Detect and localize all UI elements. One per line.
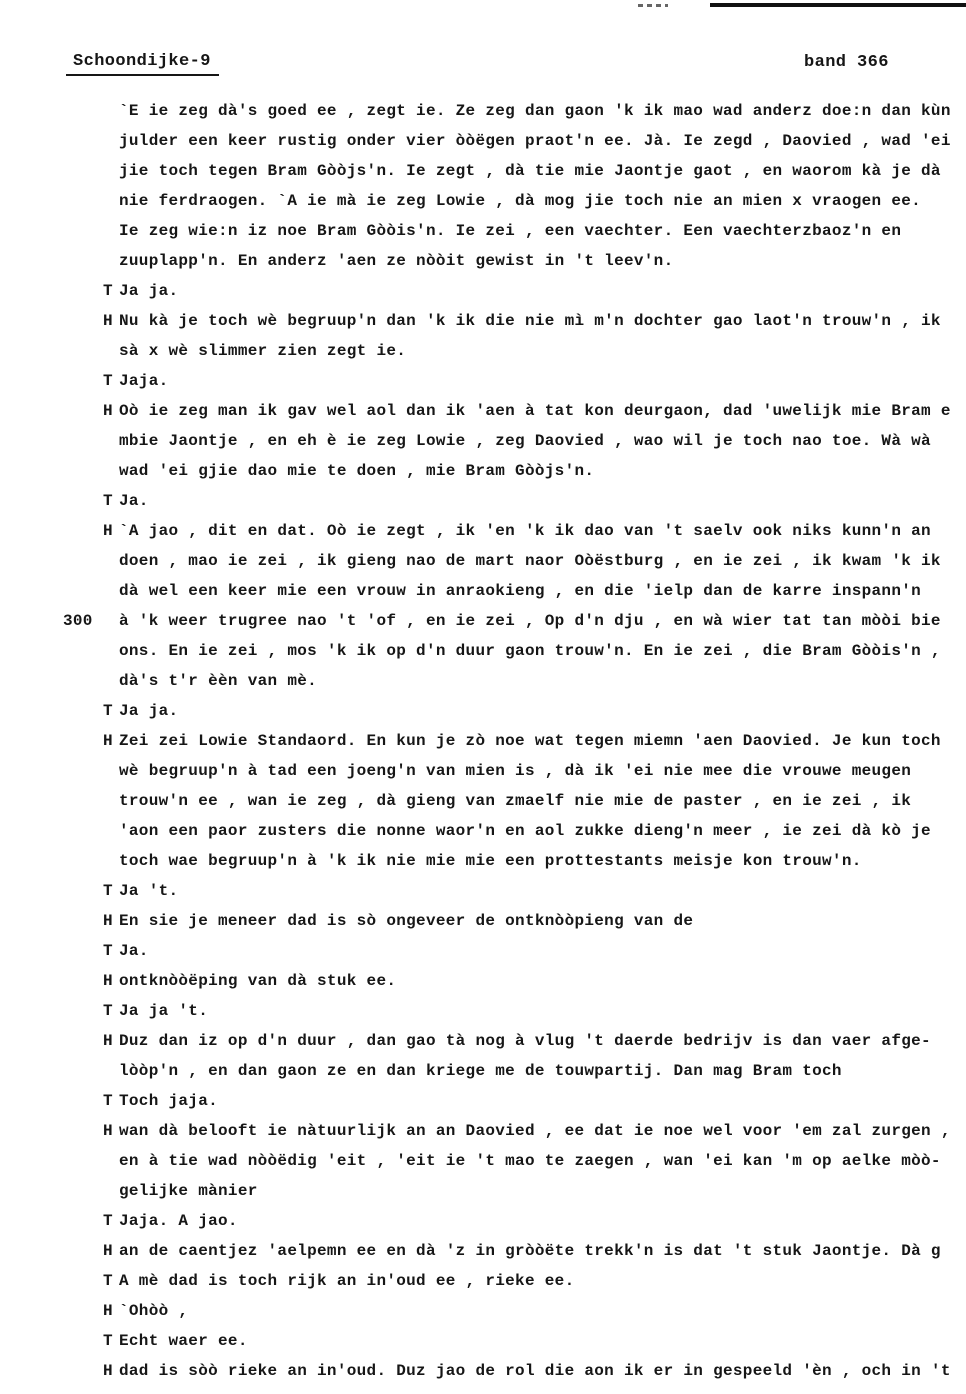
utterance-text: Ie zeg wie:n iz noe Bram Gòòis'n. Ie zei , een vaechter. Een vaechterzbaoz'n en [119, 222, 902, 240]
speaker-label: H [103, 1032, 113, 1050]
utterance-text: Ja 't. [119, 882, 179, 900]
transcript-line [103, 576, 966, 606]
transcript-line [103, 966, 966, 996]
speaker-label [103, 216, 119, 246]
utterance-text: julder een keer rustig onder vier òòëgen praot'n ee. Jà. Ie zegd , Daovied , wad 'ei [119, 132, 951, 150]
transcript-line [103, 456, 966, 486]
transcript-line [103, 1056, 966, 1086]
speaker-label: T [103, 372, 113, 390]
utterance-text: doen , mao ie zei , ik gieng nao de mart naor Oòëstburg , en ie zei , ik kwam 'k ik [119, 552, 941, 570]
speaker-label: T [103, 1002, 113, 1020]
speaker-label [103, 186, 119, 216]
transcript-line [103, 1206, 966, 1236]
transcript-line [103, 1086, 966, 1116]
utterance-text: Toch jaja. [119, 1092, 219, 1110]
utterance-text: Zei zei Lowie Standaord. En kun je zò noe wat tegen miemn 'aen Daovied. Je kun toch [119, 732, 941, 750]
speaker-label [103, 1176, 119, 1206]
utterance-text: jie toch tegen Bram Gòòjs'n. Ie zegt , dà tie mie Jaontje gaot , en waorom kà je dà [119, 162, 941, 180]
transcript-line [103, 1116, 966, 1146]
utterance-text: en à tie wad nòòëdig 'eit , 'eit ie 't mao te zaegen , wan 'ei kan 'm op aelke mòò- [119, 1152, 941, 1170]
transcript-line [103, 786, 966, 816]
utterance-text: `A jao , dit en dat. Oò ie zegt , ik 'en 'k ik dao van 't saelv ook niks kunn'n an [119, 522, 931, 540]
speaker-label [103, 846, 119, 876]
speaker-label [103, 666, 119, 696]
transcript-line [103, 246, 966, 276]
utterance-text: `Ohòò , [119, 1302, 189, 1320]
transcript-line [103, 1356, 966, 1386]
transcript-line [103, 546, 966, 576]
transcript-line [103, 756, 966, 786]
speaker-label [103, 156, 119, 186]
speaker-label [103, 636, 119, 666]
transcript-line [103, 816, 966, 846]
speaker-label [103, 426, 119, 456]
transcript-line [103, 906, 966, 936]
transcript-line [103, 696, 966, 726]
scan-artifact-line [710, 3, 966, 7]
speaker-label [103, 546, 119, 576]
utterance-text: Duz dan iz op d'n duur , dan gao tà nog à vlug 't daerde bedrijv is dan vaer afge- [119, 1032, 931, 1050]
utterance-text: wè begruup'n à tad een joeng'n van mien is , dà ik 'ei nie mee die vrouwe meugen [119, 762, 912, 780]
utterance-text: toch wae begruup'n à 'k ik nie mie mie een prottestants meisje kon trouw'n. [119, 852, 862, 870]
utterance-text: ons. En ie zei , mos 'k ik op d'n duur gaon trouw'n. En ie zei , die Bram Gòòis'n , [119, 642, 941, 660]
transcript-line [103, 1296, 966, 1326]
speaker-label: T [103, 1212, 113, 1230]
speaker-label: H [103, 312, 113, 330]
utterance-text: à 'k weer trugree nao 't 'of , en ie zei , Op d'n dju , en wà wier tat tan mòòi bie [119, 612, 941, 630]
speaker-label: T [103, 942, 113, 960]
speaker-label [103, 96, 119, 126]
speaker-label [103, 126, 119, 156]
utterance-text: nie ferdraogen. `A ie mà ie zeg Lowie , dà mog jie toch nie an mien x vraogen ee. [119, 192, 922, 210]
speaker-label [103, 756, 119, 786]
utterance-text: dà wel een keer mie een vrouw in anraokieng , en die 'ielp dan de karre inspann'n [119, 582, 922, 600]
speaker-label: T [103, 882, 113, 900]
transcript-line [103, 186, 966, 216]
transcript-line [103, 876, 966, 906]
speaker-label: T [103, 702, 113, 720]
transcript-line [103, 726, 966, 756]
utterance-text: dà's t'r èèn van mè. [119, 672, 318, 690]
transcript-line [103, 666, 966, 696]
utterance-text: En sie je meneer dad is sò ongeveer de ontknòòpieng van de [119, 912, 694, 930]
scan-artifact-dashes [638, 4, 668, 7]
utterance-text: Ja ja 't. [119, 1002, 209, 1020]
utterance-text: sà x wè slimmer zien zegt ie. [119, 342, 407, 360]
speaker-label [103, 606, 119, 636]
band-number: band 366 [804, 53, 889, 72]
speaker-label: T [103, 1332, 113, 1350]
utterance-text: dad is sòò rieke an in'oud. Duz jao de rol die aon ik er in gespeeld 'èn , och in 't [119, 1362, 951, 1380]
transcript-line [103, 1266, 966, 1296]
utterance-text: zuuplapp'n. En anderz 'aen ze nòòit gewist in 't leev'n. [119, 252, 674, 270]
utterance-text: Ja. [119, 492, 149, 510]
transcript-line [103, 636, 966, 666]
utterance-text: 'aon een paor zusters die nonne waor'n en aol zukke dieng'n meer , ie zei dà kò je [119, 822, 931, 840]
utterance-text: Jaja. A jao. [119, 1212, 238, 1230]
utterance-text: wad 'ei gjie dao mie te doen , mie Bram Gòòjs'n. [119, 462, 595, 480]
transcript-line [103, 516, 966, 546]
transcript-line [103, 1146, 966, 1176]
transcript-line [103, 486, 966, 516]
speaker-label: H [103, 1302, 113, 1320]
utterance-text: `E ie zeg dà's goed ee , zegt ie. Ze zeg dan gaon 'k ik mao wad anderz doe:n dan kùn [119, 102, 951, 120]
utterance-text: trouw'n ee , wan ie zeg , dà gieng van zmaelf nie mie de paster , en ie zei , ik [119, 792, 912, 810]
speaker-label [103, 336, 119, 366]
speaker-label [103, 786, 119, 816]
utterance-text: Jaja. [119, 372, 169, 390]
speaker-label: H [103, 1122, 113, 1140]
speaker-label: H [103, 912, 113, 930]
document-title: Schoondijke-9 [66, 52, 219, 76]
utterance-text: Ja ja. [119, 702, 179, 720]
speaker-label: H [103, 522, 113, 540]
speaker-label [103, 456, 119, 486]
speaker-label: H [103, 1362, 113, 1380]
speaker-label: T [103, 1092, 113, 1110]
utterance-text: Oò ie zeg man ik gav wel aol dan ik 'aen à tat kon deurgaon, dad 'uwelijk mie Bram e [119, 402, 951, 420]
utterance-text: Echt waer ee. [119, 1332, 248, 1350]
transcript-line [103, 156, 966, 186]
transcript-line [103, 276, 966, 306]
transcript-line [103, 936, 966, 966]
speaker-label [103, 1056, 119, 1086]
speaker-label: T [103, 1272, 113, 1290]
speaker-label [103, 1146, 119, 1176]
transcript-line [103, 366, 966, 396]
transcript-line [103, 396, 966, 426]
utterance-text: ontknòòëping van dà stuk ee. [119, 972, 397, 990]
transcript-line [103, 426, 966, 456]
transcript-line [103, 1326, 966, 1356]
utterance-text: lòòp'n , en dan gaon ze en dan kriege me de touwpartij. Dan mag Bram toch [119, 1062, 842, 1080]
transcript-line [63, 606, 966, 636]
utterance-text: mbie Jaontje , en eh è ie zeg Lowie , zeg Daovied , wao wil je toch nao toe. Wà wà [119, 432, 931, 450]
speaker-label [103, 816, 119, 846]
transcript-line [103, 216, 966, 246]
speaker-label: H [103, 732, 113, 750]
transcript-line [103, 336, 966, 366]
utterance-text: Nu kà je toch wè begruup'n dan 'k ik die nie mì m'n dochter gao laot'n trouw'n , ik [119, 312, 941, 330]
transcript-line [103, 96, 966, 126]
utterance-text: Ja ja. [119, 282, 179, 300]
transcript-line [103, 1236, 966, 1266]
utterance-text: an de caentjez 'aelpemn ee en dà 'z in gròòëte trekk'n is dat 't stuk Jaontje. Dà g [119, 1242, 941, 1260]
speaker-label: T [103, 282, 113, 300]
utterance-text: wan dà belooft ie nàtuurlijk an an Daovied , ee dat ie noe wel voor 'em zal zurgen , [119, 1122, 951, 1140]
speaker-label: T [103, 492, 113, 510]
speaker-label [103, 246, 119, 276]
speaker-label: H [103, 972, 113, 990]
speaker-label [103, 576, 119, 606]
utterance-text: Ja. [119, 942, 149, 960]
utterance-text: gelijke mànier [119, 1182, 258, 1200]
speaker-label: H [103, 1242, 113, 1260]
transcript-line [103, 306, 966, 336]
transcript-line [103, 126, 966, 156]
transcript-line [103, 1176, 966, 1206]
speaker-label: H [103, 402, 113, 420]
transcript-line [103, 846, 966, 876]
utterance-text: A mè dad is toch rijk an in'oud ee , rieke ee. [119, 1272, 575, 1290]
margin-line-number: 300 [63, 612, 93, 630]
transcript-line [103, 996, 966, 1026]
transcript-body [63, 96, 966, 1386]
transcript-line [103, 1026, 966, 1056]
